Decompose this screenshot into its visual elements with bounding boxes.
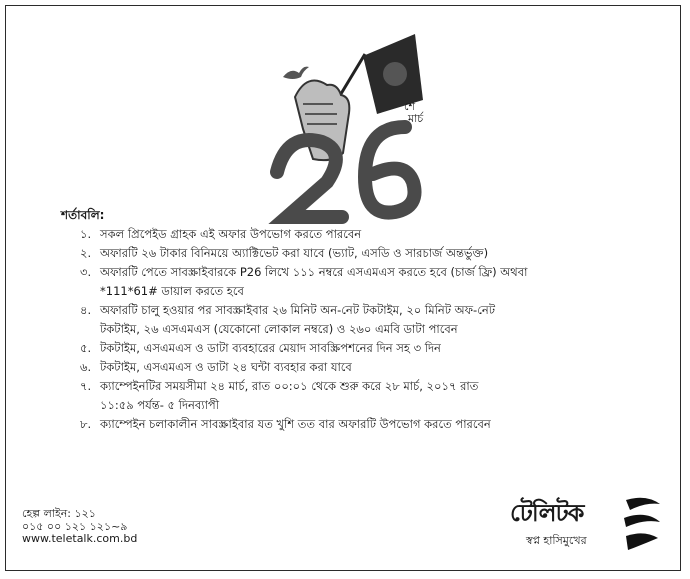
term-number: ৫.: [80, 341, 92, 355]
term-number: ২.: [80, 246, 92, 260]
date-label: [404, 100, 424, 125]
help-line: হেল্প লাইন: ১২১: [22, 507, 96, 520]
term-number: ৭.: [80, 379, 92, 393]
term-number: ৩.: [80, 265, 92, 279]
terms-title: শর্তাবলি:: [61, 208, 105, 222]
brand-name: টেলিটক: [510, 499, 584, 527]
term-number: ৮.: [80, 417, 92, 431]
term-item: [80, 263, 600, 301]
website-link[interactable]: www.teletalk.com.bd: [22, 532, 138, 545]
month-label: মার্চ: [408, 112, 424, 125]
independence-day-illustration: [265, 22, 430, 227]
term-text: অফারটি পেতে সাবস্ক্রাইবারকে P26 লিখে ১১১ নম্বরে এসএমএস করতে হবে (চার্জ ফ্রি) অথবা *111*61# ডায়াল করতে হবে: [100, 265, 528, 298]
term-text: টকটাইম, এসএমএস ও ডাটা ২৪ ঘন্টা ব্যবহার করা যাবে: [100, 360, 352, 374]
term-item: [80, 377, 600, 415]
brand-tagline: স্বপ্ন হাসিমুখের: [526, 534, 587, 547]
term-item: [80, 358, 600, 377]
teletalk-swoosh-icon: [622, 492, 662, 552]
term-text: অফারটি চালু হওয়ার পর সাবস্ক্রাইবার ২৬ মিনিট অন-নেট টকটাইম, ২০ মিনিট অফ-নেট টকটাইম, ২৬ এসএমএস (যেকোনো লোকাল নম্বরে) ও ২৬০ এমবি ডাটা পাবেন: [100, 303, 495, 336]
term-number: ১.: [80, 227, 92, 241]
term-text: ক্যাম্পেইন চলাকালীন সাবস্ক্রাইবার যত খুশি তত বার অফারটি উপভোগ করতে পারবেন: [100, 417, 491, 431]
term-text: অফারটি ২৬ টাকার বিনিময়ে অ্যাক্টিভেট করা যাবে (ভ্যাট, এসডি ও সারচার্জ অন্তর্ভুক্ত): [100, 246, 489, 260]
date-suffix: শে: [404, 100, 415, 113]
term-item: [80, 225, 600, 244]
raised-fist-flag-icon: [265, 22, 430, 227]
term-item: [80, 339, 600, 358]
term-item: [80, 301, 600, 339]
help-block: [22, 508, 137, 546]
terms-list: [80, 225, 600, 434]
term-item: [80, 415, 600, 434]
help-phone: ০১৫ ০০ ১২১ ১২১~৯: [22, 519, 128, 533]
term-text: সকল প্রিপেইড গ্রাহক এই অফার উপভোগ করতে পারবেন: [100, 227, 362, 241]
term-text: টকটাইম, এসএমএস ও ডাটা ব্যবহারের মেয়াদ সাবস্ক্রিপশনের দিন সহ ৩ দিন: [100, 341, 441, 355]
term-item: [80, 244, 600, 263]
term-number: ৬.: [80, 360, 92, 374]
teletalk-logo: [510, 490, 665, 560]
term-number: ৪.: [80, 303, 92, 317]
term-text: ক্যাম্পেইনটির সময়সীমা ২৪ মার্চ, রাত ০০:০১ থেকে শুরু করে ২৮ মার্চ, ২০১৭ রাত ১১:৫৯ পর্যন্ত- ৫ দিনব্যাপী: [100, 379, 479, 412]
